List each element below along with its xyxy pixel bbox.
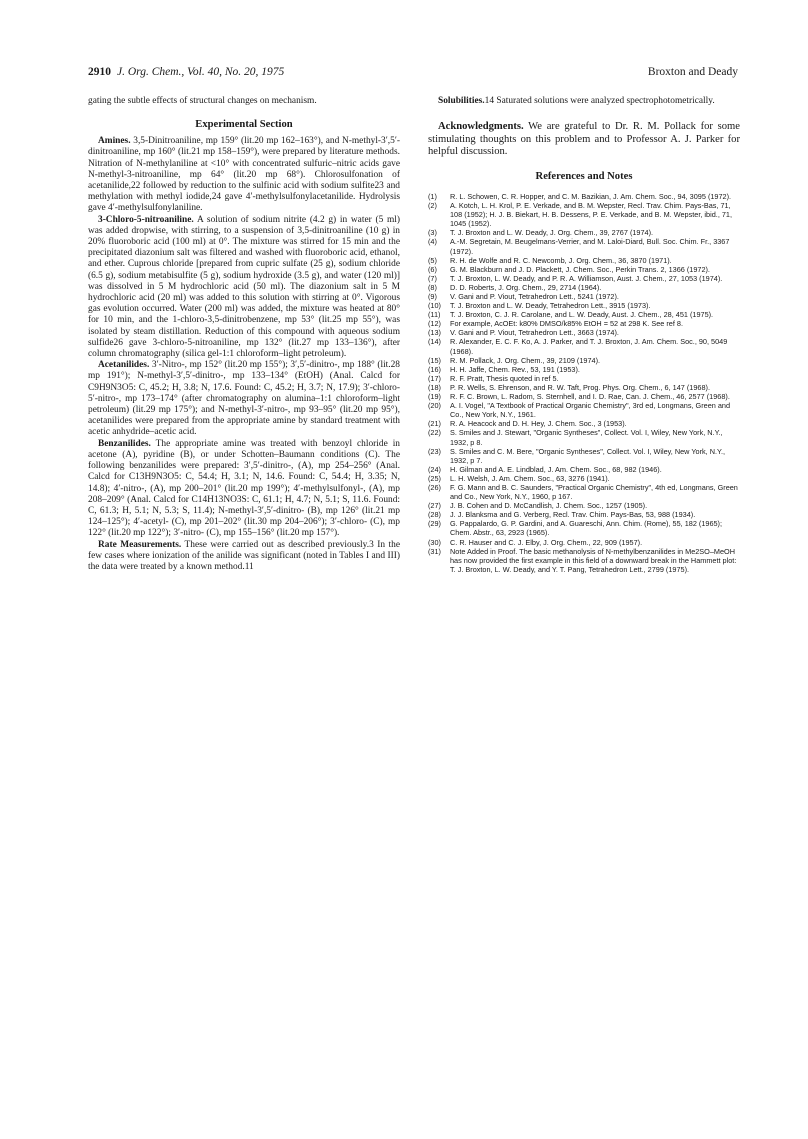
reference-item: [428, 292, 740, 301]
reference-number: (20): [428, 401, 441, 411]
reference-number: (1): [428, 191, 437, 201]
reference-text: D. D. Roberts, J. Org. Chem., 29, 2714 (1964).: [450, 282, 602, 292]
reference-text: S. Smiles and C. M. Bere, "Organic Syntheses", Collect. Vol. I, Wiley, New York, N.Y., 1932, p 7.: [450, 446, 726, 465]
reference-text: A. I. Vogel, "A Textbook of Practical Organic Chemistry", 3rd ed, Longmans, Green and Co., New York, N.Y., 1961.: [450, 401, 731, 420]
running-authors: Broxton and Deady: [647, 66, 738, 78]
reference-text: R. M. Pollack, J. Org. Chem., 39, 2109 (1974).: [450, 355, 601, 365]
references-title: References and Notes: [535, 170, 633, 182]
reference-text: S. Smiles and J. Stewart, "Organic Syntheses", Collect. Vol. I, Wiley, New York, N.Y., 1932, p 8.: [450, 428, 723, 447]
reference-item: [428, 365, 740, 374]
reference-text: T. J. Broxton, C. J. R. Carolane, and L. W. Deady, Aust. J. Chem., 28, 451 (1975).: [450, 310, 714, 320]
reference-item: [428, 192, 740, 201]
reference-item: [428, 356, 740, 365]
reference-item: [428, 337, 740, 355]
paragraph-acetanilides: Acetanilides. 3′-Nitro-, mp 152° (lit.20 mp 155°); 3′,5′-dinitro-, mp 188° (lit.28 mp 191°); N-methyl-3′,5′-dinitro-, mp 133–134° (EtOH) (Anal. Calcd for C9H9N3O5: C, 45.2; H, 3.8; N, 17.6. Found: C, 45.2; H, 3.7; N, 17.9); 3′-chloro-5′-nitro-, mp 173–174° (after chromatography on alumina–1:1 chloroform–light petroleum) (lit.29 mp 175°); and N-methyl-3′-nitro-, mp 93–95° (lit.20 mp 95°), acetanilides were prepared from the appropriate amine by standard treatment with acetic anhydride–acetic acid.: [88, 360, 400, 438]
reference-item: [428, 374, 740, 383]
reference-number: (9): [428, 292, 437, 302]
reference-item: [428, 319, 740, 328]
reference-text: Note Added in Proof. The basic methanolysis of N-methylbenzanilides in Me2SO–MeOH has now provided the first example in this field of a downward break in the Hammett plot: T. J. Broxton, L. W. Deady, and Y. T. Pang, Tetrahedron Lett., 2799 (1975).: [450, 546, 737, 574]
reference-text: R. A. Heacock and D. H. Hey, J. Chem. Soc., 3 (1953).: [450, 419, 627, 429]
reference-text: T. J. Broxton and L. W. Deady, Tetrahedron Lett., 3915 (1973).: [450, 301, 651, 311]
reference-number: (17): [428, 373, 441, 383]
reference-text: G. M. Blackburn and J. D. Plackett, J. Chem. Soc., Perkin Trans. 2, 1366 (1972).: [450, 264, 710, 274]
reference-number: (8): [428, 282, 437, 292]
reference-number: (2): [428, 201, 437, 211]
reference-number: (6): [428, 264, 437, 274]
reference-item: [428, 465, 740, 474]
reference-item: [428, 483, 740, 501]
reference-item: [428, 301, 740, 310]
reference-item: [428, 428, 740, 446]
reference-number: (22): [428, 428, 441, 438]
reference-text: C. R. Hauser and C. J. Elby, J. Org. Chem., 22, 909 (1957).: [450, 537, 643, 547]
solubilities-paragraph: Solubilities.14 Saturated solutions were analyzed spectrophotometrically.: [438, 96, 715, 106]
reference-number: (24): [428, 464, 441, 474]
reference-text: For example, AcOEt: k80% DMSO/k85% EtOH = 52 at 298 K. See ref 8.: [450, 319, 683, 329]
reference-item: [428, 274, 740, 283]
reference-item: [428, 237, 740, 255]
reference-text: R. H. de Wolfe and R. C. Newcomb, J. Org. Chem., 36, 3870 (1971).: [450, 255, 672, 265]
references-list: [428, 192, 740, 574]
reference-text: J. J. Blanksma and G. Verberg, Recl. Trav. Chim. Pays-Bas, 53, 988 (1934).: [450, 510, 696, 520]
reference-text: H. H. Jaffe, Chem. Rev., 53, 191 (1953).: [450, 364, 580, 374]
reference-number: (7): [428, 273, 437, 283]
reference-item: [428, 519, 740, 537]
reference-number: (16): [428, 364, 441, 374]
reference-item: [428, 510, 740, 519]
reference-item: [428, 447, 740, 465]
reference-item: [428, 419, 740, 428]
reference-text: P. R. Wells, S. Ehrenson, and R. W. Taft, Prog. Phys. Org. Chem., 6, 147 (1968).: [450, 382, 710, 392]
reference-item: [428, 501, 740, 510]
reference-item: [428, 328, 740, 337]
journal-citation: J. Org. Chem., Vol. 40, No. 20, 1975: [117, 66, 285, 78]
reference-number: (28): [428, 510, 441, 520]
reference-item: [428, 256, 740, 265]
reference-number: (4): [428, 237, 437, 247]
reference-text: T. J. Broxton, L. W. Deady, and P. R. A. Williamson, Aust. J. Chem., 27, 1053 (1974).: [450, 273, 723, 283]
reference-number: (25): [428, 473, 441, 483]
intro-paragraph: gating the subtle effects of structural changes on mechanism.: [88, 96, 317, 106]
reference-text: R. L. Schowen, C. R. Hopper, and C. M. Bazikian, J. Am. Chem. Soc., 94, 3095 (1972).: [450, 191, 732, 201]
experimental-paragraphs: [88, 136, 400, 573]
reference-number: (23): [428, 446, 441, 456]
reference-text: A. Kotch, L. H. Krol, P. E. Verkade, and B. M. Wepster, Recl. Trav. Chim. Pays-Bas, 71, 108 (1952); H. J. B. Biekart, H. B. Dessens, P. E. Verkade, and B. M. Wepster, ibid., 71, 1045 (1952).: [450, 201, 733, 229]
reference-number: (15): [428, 355, 441, 365]
reference-item: [428, 401, 740, 419]
reference-item: [428, 283, 740, 292]
header-left: [88, 66, 284, 78]
right-column: [428, 96, 740, 574]
reference-text: G. Pappalardo, G. P. Gardini, and A. Guareschi, Ann. Chim. (Rome), 55, 182 (1965); Chem. Abstr., 63, 2923 (1965).: [450, 519, 723, 538]
reference-number: (27): [428, 501, 441, 511]
reference-text: R. F. Pratt, Thesis quoted in ref 5.: [450, 373, 559, 383]
reference-text: V. Gani and P. Viout, Tetrahedron Lett., 3663 (1974).: [450, 328, 619, 338]
reference-number: (30): [428, 537, 441, 547]
experimental-section-title: Experimental Section: [195, 119, 293, 131]
reference-item: [428, 547, 740, 574]
reference-number: (14): [428, 337, 441, 347]
reference-number: (31): [428, 546, 441, 556]
reference-number: (18): [428, 382, 441, 392]
reference-text: V. Gani and P. Viout, Tetrahedron Lett., 5241 (1972).: [450, 292, 619, 302]
reference-number: (19): [428, 392, 441, 402]
reference-number: (5): [428, 255, 437, 265]
page-number: 2910: [88, 66, 111, 78]
reference-number: (3): [428, 228, 437, 238]
reference-number: (11): [428, 310, 441, 320]
page-header: [88, 66, 738, 82]
reference-text: A.-M. Segretain, M. Beugelmans-Verrier, and M. Laloi-Diard, Bull. Soc. Chim. Fr., 3367 (1972).: [450, 237, 730, 256]
acknowledgments-paragraph: Acknowledgments. We are grateful to Dr. R. M. Pollack for some stimulating thoughts on this problem and to Professor A. J. Parker for helpful discussion.: [428, 121, 740, 158]
reference-item: [428, 310, 740, 319]
reference-number: (12): [428, 319, 441, 329]
reference-text: T. J. Broxton and L. W. Deady, J. Org. Chem., 39, 2767 (1974).: [450, 228, 654, 238]
reference-number: (21): [428, 419, 441, 429]
reference-number: (10): [428, 301, 441, 311]
paragraph-chloro-nitroaniline: 3-Chloro-5-nitroaniline. A solution of sodium nitrite (4.2 g) in water (5 ml) was added dropwise, with stirring, to a suspension of 3,5-dinitroaniline (10 g) in 20% fluoroboric acid (100 ml) at 0°. The mixture was stirred for 15 min and the precipitated diazonium salt was filtered and washed with fluoroboric acid, ethanol, and ether. Cuprous chloride [prepared from cupric sulfate (25 g), sodium chloride (6.5 g), sodium metabisulfite (5 g), sodium hydroxide (3.5 g), and water (120 ml)] was dissolved in 5 M hydrochloric acid (50 ml). The diazonium salt in 5 M hydrochloric acid (20 ml) was added to this solution with stirring at 0°. Vigorous gas evolution occurred. Water (200 ml) was added, the mixture was heated at 80° for 10 min, and the 1-chloro-3,5-dinitrobenzene, mp 53° (lit.25 mp 55°), was isolated by steam distillation. Reduction of this compound with aqueous sodium sulfide26 gave 3-chloro-5-nitroaniline, mp 132° (lit.27 mp 133–136°), after column chromatography (silica gel-1:1 chloroform–light petroleum).: [88, 214, 400, 360]
reference-number: (26): [428, 482, 441, 492]
reference-item: [428, 228, 740, 237]
left-column: [88, 96, 400, 573]
reference-item: [428, 474, 740, 483]
paragraph-rate-measurements: Rate Measurements. These were carried out as described previously.3 In the few cases where ionization of the anilide was significant (noted in Tables I and III) the data were treated by a known method.11: [88, 539, 400, 572]
reference-text: R. F. C. Brown, L. Radom, S. Sternhell, and I. D. Rae, Can. J. Chem., 46, 2577 (1968).: [450, 392, 730, 402]
reference-number: (13): [428, 328, 441, 338]
reference-text: R. Alexander, E. C. F. Ko, A. J. Parker, and T. J. Broxton, J. Am. Chem. Soc., 90, 5049 (1968).: [450, 337, 728, 356]
reference-item: [428, 392, 740, 401]
reference-item: [428, 201, 740, 228]
reference-text: J. B. Cohen and D. McCandlish, J. Chem. Soc., 1257 (1905).: [450, 501, 648, 511]
paragraph-benzanilides: Benzanilides. The appropriate amine was treated with benzoyl chloride in acetone (A), pyridine (B), or under Schotten–Baumann conditions (C). The following benzanilides were prepared: 3′,5′-dinitro-, (A), mp 254–256° (Anal. Calcd for C13H9N3O5: C, 54.4; H, 3.1; N, 14.6. Found: C, 54.4; H, 3.35; N, 14.8); 4′-nitro-, (A), mp 200–201° (lit.20 mp 199°); 4′-methylsulfonyl-, (A), mp 208–209° (Anal. Calcd for C14H13NO3S: C, 61.1; H, 4.7; N, 5.1; S, 11.6. Found: C, 61.3; H, 5.1; N, 5.3; S, 11.4); N-methyl-3′,5′-dinitro- (B), mp 126° (lit.21 mp 124–125°); 4′-acetyl- (C), mp 201–202° (lit.30 mp 204–206°); 3′-chloro- (C), mp 122° (lit.20 mp 122°); 3′-nitro- (C), mp 155–156° (lit.20 mp 157°).: [88, 438, 400, 539]
reference-item: [428, 383, 740, 392]
reference-item: [428, 538, 740, 547]
reference-text: H. Gilman and A. E. Lindblad, J. Am. Chem. Soc., 68, 982 (1946).: [450, 464, 662, 474]
reference-number: (29): [428, 519, 441, 529]
reference-text: F. G. Mann and B. C. Saunders, "Practical Organic Chemistry", 4th ed, Longmans, Green and Co., New York, N.Y., 1960, p 167.: [450, 482, 738, 502]
reference-text: L. H. Welsh, J. Am. Chem. Soc., 63, 3276 (1941).: [450, 473, 610, 483]
reference-item: [428, 265, 740, 274]
paragraph-amines: Amines. 3,5-Dinitroaniline, mp 159° (lit.20 mp 162–163°), and N-methyl-3′,5′-dinitroaniline, mp 160° (lit.21 mp 158–159°), were prepared by literature methods. Nitration of N-methylaniline at <10° with concentrated sulfuric–nitric acids gave N-methyl-3-nitroaniline, mp 64° (lit.20 mp 68°). Chlorosulfonation of acetanilide,22 followed by reduction to the sulfinic acid with sodium sulfite23 and methylation with methyl iodide,24 gave 4′-methylsulfonylacetanilide. Hydrolysis gave 4′-methylsulfonylaniline.: [88, 136, 400, 214]
